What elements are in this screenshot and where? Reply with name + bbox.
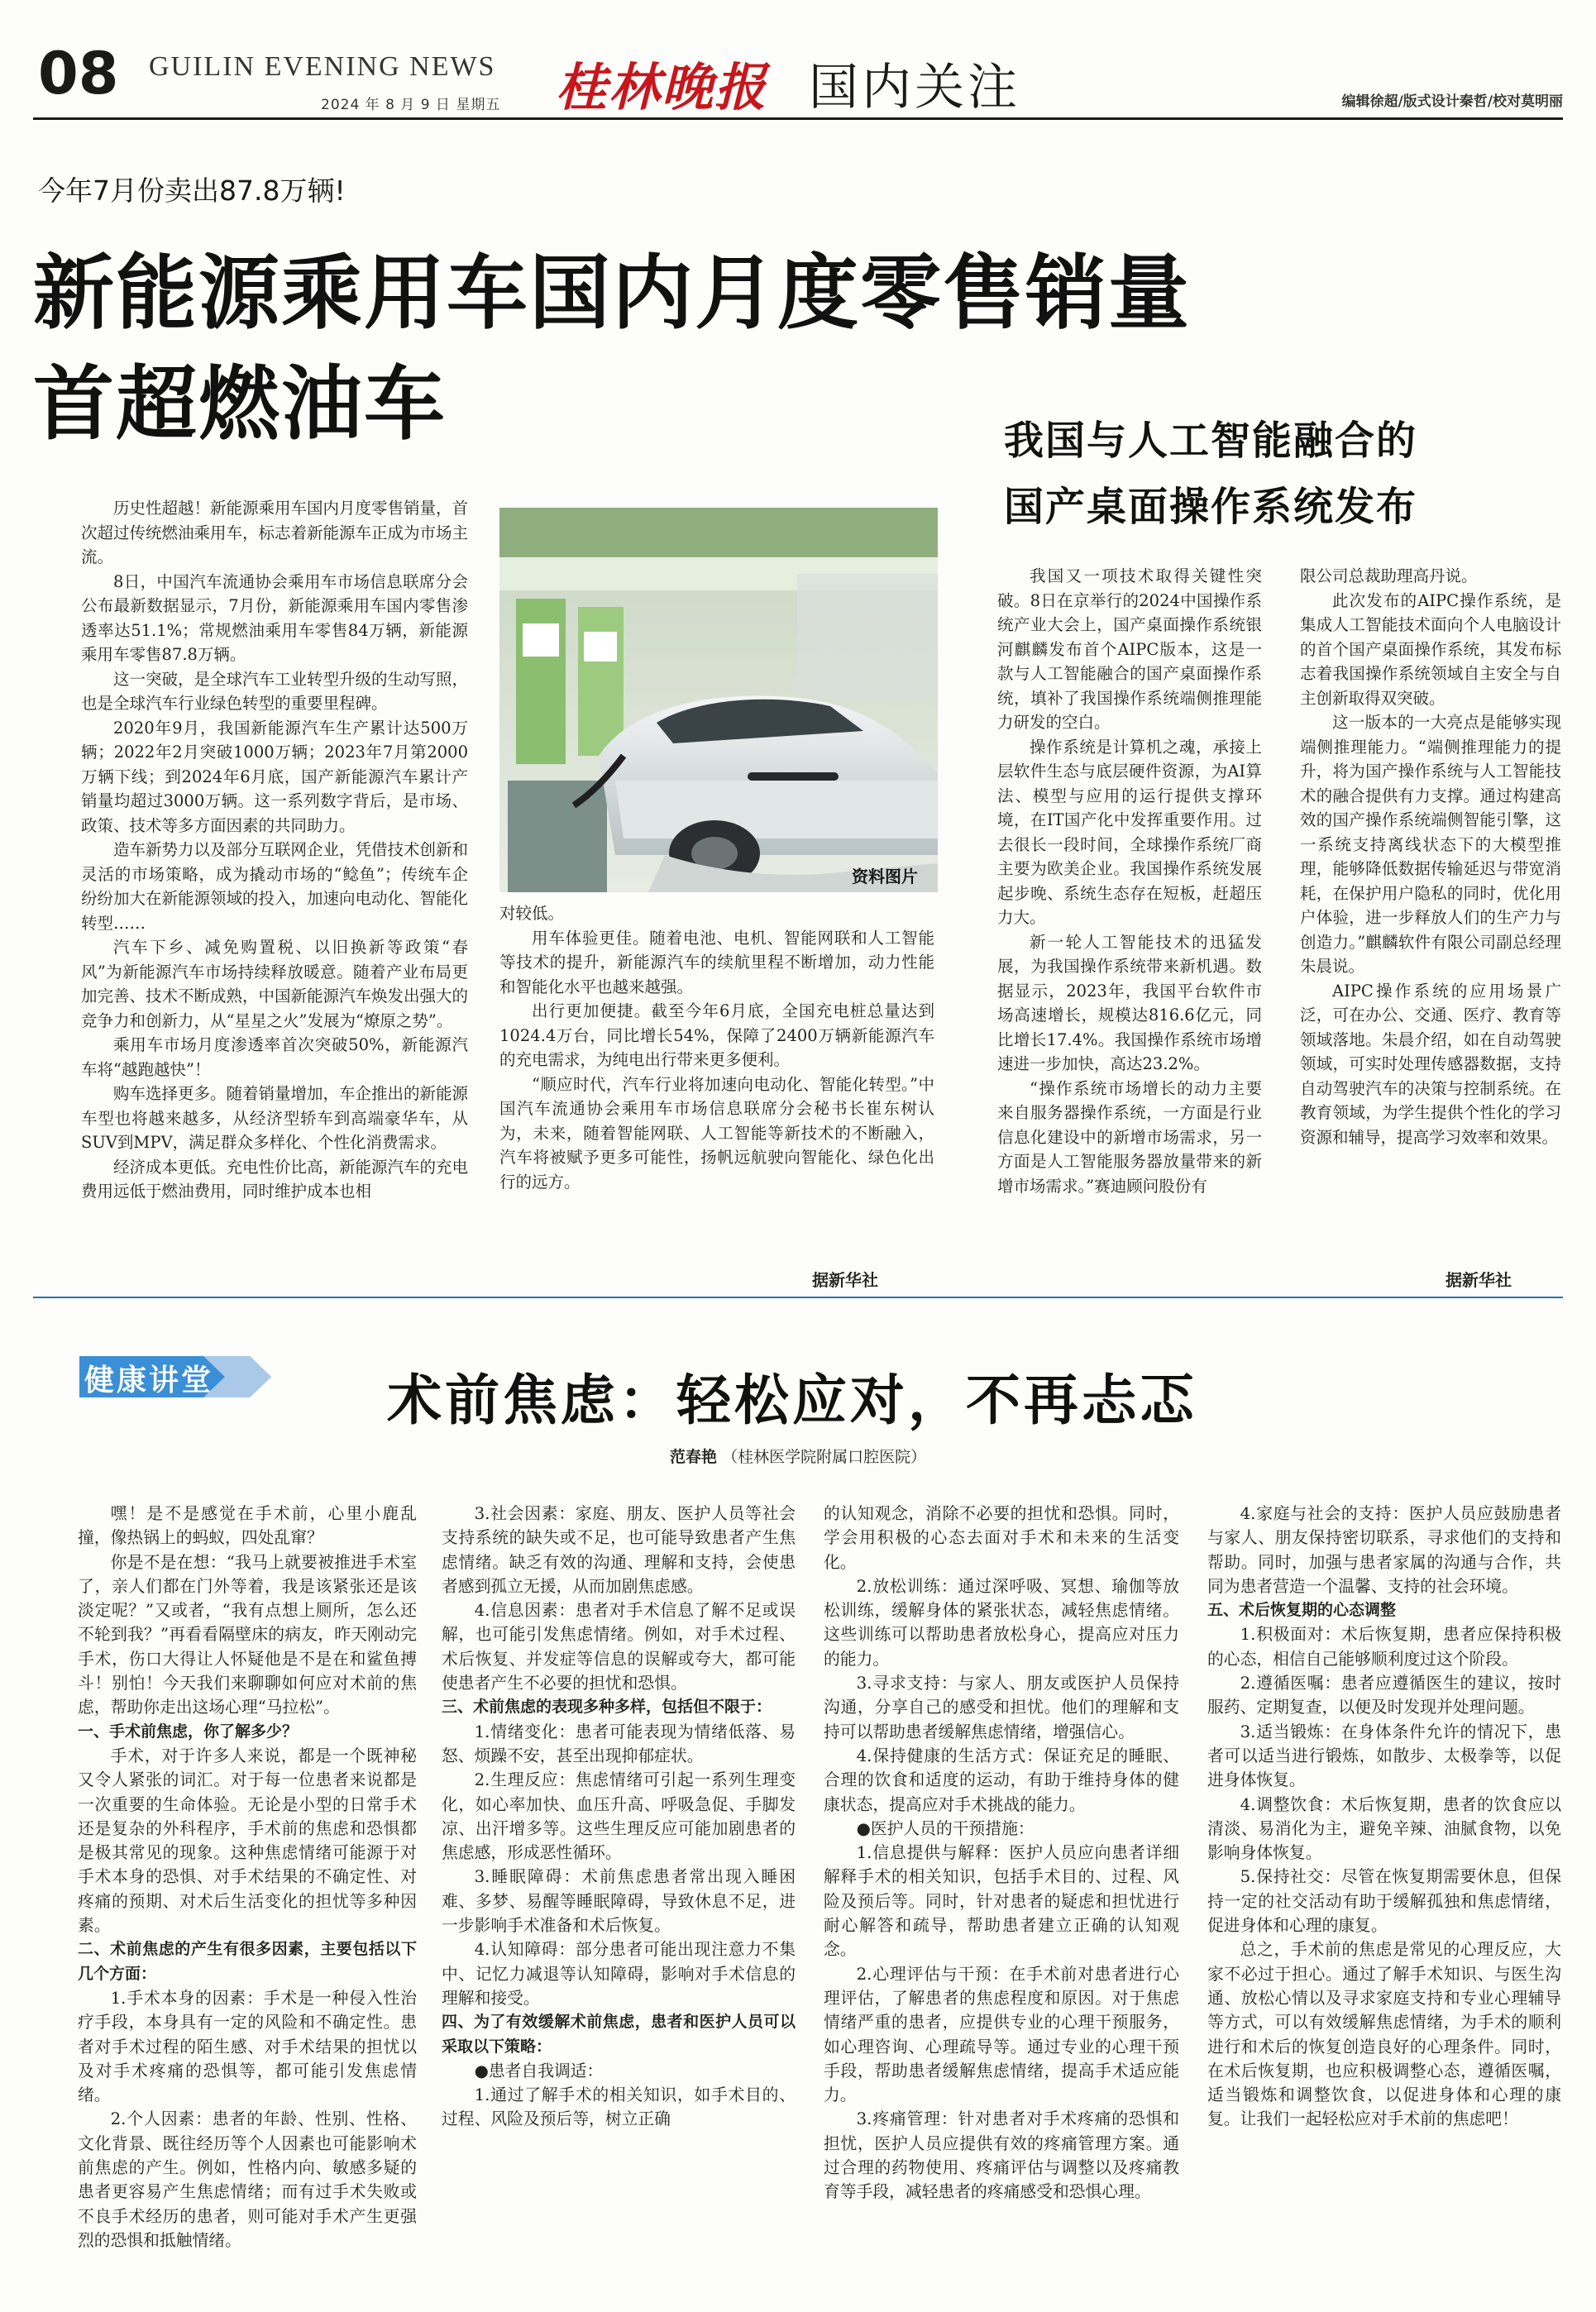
health-column-3 [824, 1502, 1179, 2205]
section-heading: 三、术前焦虑的表现多种多样，包括但不限于： [442, 1698, 772, 1717]
paragraph: 3.睡眠障碍：术前焦虑患者常出现入睡困难、多梦、易醒等睡眠障碍，导致休息不足，进一步影响手术准备和术后恢复。 [442, 1867, 796, 1936]
paragraph: “顺应时代，汽车行业将加速向电动化、智能化转型。”中国汽车流通协会乘用车市场信息联席分会秘书长崔东树认为，未来，随着智能网联、人工智能等新技术的不断融入，汽车将被赋予更多可能性，扬帆远航驶向智能化、绿色化出行的远方。 [499, 1074, 934, 1192]
paragraph: 造车新势力以及部分互联网企业，凭借技术创新和灵活的市场策略，成为撬动市场的“鲶鱼”；传统车企纷纷加大在新能源领域的投入，加速向电动化、智能化转型…… [81, 840, 469, 933]
section-heading: 四、为了有效缓解术前焦虑，患者和医护人员可以采取以下策略： [442, 2013, 796, 2056]
article2-column-1 [997, 564, 1262, 1198]
paragraph: 1.信息提供与解释：医护人员应向患者详细解释手术的相关知识，包括手术目的、过程、风险及预后等。同时，针对患者的疑虑和担忧进行耐心解答和疏导，帮助患者建立正确的认知观念。 [824, 1843, 1179, 1960]
paragraph: 2.放松训练：通过深呼吸、冥想、瑜伽等放松训练，缓解身体的紧张状态，减轻焦虑情绪。这些训练可以帮助患者放松身心，提高应对压力的能力。 [824, 1576, 1179, 1669]
paragraph: 总之，手术前的焦虑是常见的心理反应，大家不必过于担心。通过了解手术知识、与医生沟通、放松心情以及寻求家庭支持和专业心理辅导等方式，可以有效缓解焦虑情绪，为手术的顺利进行和术后的恢复创造良好的心理条件。同时，在术后恢复期，也应积极调整心态，遵循医嘱，适当锻炼和调整饮食，以促进身体和心理的康复。让我们一起轻松应对手术前的焦虑吧！ [1207, 1940, 1561, 2129]
paragraph: 对较低。 [499, 904, 565, 923]
ev-charging-photo [499, 508, 938, 892]
paragraph: ●患者自我调适： [474, 2061, 604, 2080]
article2-headline-line2: 国产桌面操作系统发布 [1004, 484, 1418, 530]
health-column-1 [78, 1502, 417, 2252]
paragraph: 1.情绪变化：患者可能表现为情绪低落、易怒、烦躁不安，甚至出现抑郁症状。 [442, 1722, 796, 1765]
paragraph: 的认知观念，消除不必要的担忧和恐惧。同时，学会用积极的心态去面对手术和未来的生活变化。 [824, 1504, 1179, 1572]
paragraph: 4.家庭与社会的支持：医护人员应鼓励患者与家人、朋友保持密切联系，寻求他们的支持和帮助。同时，加强与患者家属的沟通与合作，共同为患者营造一个温馨、支持的社会环境。 [1207, 1504, 1561, 1596]
paragraph: 4.信息因素：患者对手术信息了解不足或误解，也可能引发焦虑情绪。例如，对手术过程、术后恢复、并发症等信息的误解或夸大，都可能使患者产生不必要的担忧和恐惧。 [442, 1601, 796, 1693]
article2-headline-line1: 我国与人工智能融合的 [1004, 418, 1418, 464]
english-paper-name: GUILIN EVENING NEWS [149, 51, 496, 82]
paragraph: 1.积极面对：术后恢复期，患者应保持积极的心态，相信自己能够顺利度过这个阶段。 [1207, 1625, 1561, 1669]
ev-charging-illustration [499, 508, 938, 892]
author-name: 范春艳 [670, 1448, 718, 1466]
paragraph: 2.遵循医嘱：患者应遵循医生的建议，按时服药、定期复查，以便及时发现并处理问题。 [1207, 1674, 1561, 1717]
section-title: 国内关注 [809, 59, 1020, 117]
paragraph: 1.手术本身的因素：手术是一种侵入性治疗手段，本身具有一定的风险和不确定性。患者对手术过程的陌生感、对手术结果的担忧以及对手术疼痛的恐惧等，都可能引发焦虑情绪。 [78, 1988, 417, 2105]
paragraph: 5.保持社交：尽管在恢复期需要休息，但保持一定的社交活动有助于缓解孤独和焦虑情绪，促进身体和心理的康复。 [1207, 1867, 1561, 1936]
paragraph: 1.通过了解手术的相关知识，如手术目的、过程、风险及预后等，树立正确 [442, 2085, 796, 2129]
paragraph: 3.寻求支持：与家人、朋友或医护人员保持沟通，分享自己的感受和担忧。他们的理解和支持可以帮助患者缓解焦虑情绪，增强信心。 [824, 1674, 1179, 1741]
section-divider [33, 1297, 1563, 1298]
paragraph: 购车选择更多。随着销量增加，车企推出的新能源车型也将越来越多，从经济型轿车到高端豪华车，从SUV到MPV，满足群众多样化、个性化消费需求。 [81, 1084, 469, 1152]
article1-kicker: 今年7月份卖出87.8万辆! [38, 174, 346, 207]
paragraph: “操作系统市场增长的动力主要来自服务器操作系统，一方面是行业信息化建设中的新增市场需求，另一方面是人工智能服务器放量带来的新增市场需求。”赛迪顾问股份有 [997, 1078, 1262, 1196]
health-article-title: 术前焦虑：轻松应对，不再忐忑 [387, 1368, 1197, 1432]
paragraph: 这一版本的一大亮点是能够实现端侧推理能力。“端侧推理能力的提升，将为国产操作系统与人工智能技术的融合提供有力支撑。通过构建高效的国产操作系统端侧智能引擎，这一系统支持离线状态下的大模型推理，能够降低数据传输延迟与带宽消耗，在保护用户隐私的同时，优化用户体验，进一步释放人们的生产力与创造力。”麒麟软件有限公司副总经理朱晨说。 [1300, 713, 1561, 976]
health-byline [670, 1445, 926, 1467]
paragraph: 嘿！是不是感觉在手术前，心里小鹿乱撞，像热锅上的蚂蚁，四处乱窜？ [78, 1504, 417, 1548]
paragraph: 2.生理反应：焦虑情绪可引起一系列生理变化，如心率加快、血压升高、呼吸急促、手脚发凉、出汗增多等。这些生理反应可能加剧患者的焦虑感，形成恶性循环。 [442, 1770, 796, 1863]
paragraph: 3.适当锻炼：在身体条件允许的情况下，患者可以适当进行锻炼，如散步、太极拳等，以促进身体恢复。 [1207, 1722, 1561, 1790]
paragraph: 你是不是在想：“我马上就要被推进手术室了，亲人们都在门外等着，我是该紧张还是该淡定呢？”又或者，“我有点想上厕所，怎么还不轮到我？”再看看隔壁床的病友，昨天刚动完手术，伤口大得让人怀疑他是不是在和鲨鱼搏斗！别怕！今天我们来聊聊如何应对术前的焦虑，帮助你走出这场心理“马拉松”。 [78, 1552, 417, 1717]
paragraph: 3.社会因素：家庭、朋友、医护人员等社会支持系统的缺失或不足，也可能导致患者产生焦虑情绪。缺乏有效的沟通、理解和支持，会使患者感到孤立无援，从而加剧焦虑感。 [442, 1504, 796, 1596]
paragraph: 我国又一项技术取得关键性突破。8日在京举行的2024中国操作系统产业大会上，国产桌面操作系统银河麒麟发布首个AIPC版本，这是一款与人工智能融合的国产桌面操作系统，填补了我国操作系统端侧推理能力研发的空白。 [997, 566, 1262, 732]
paragraph: 汽车下乡、减免购置税、以旧换新等政策“春风”为新能源汽车市场持续释放暖意。随着产业布局更加完善、技术不断成熟，中国新能源汽车焕发出强大的竞争力和创新力，从“星星之火”发展为“燎原之势”。 [81, 938, 469, 1030]
section-heading: 一、手术前焦虑，你了解多少？ [78, 1722, 299, 1741]
paragraph: 经济成本更低。充电性价比高，新能源汽车的充电费用远低于燃油费用，同时维护成本也相 [81, 1157, 469, 1201]
paper-logo-text: 桂林晚报 [556, 57, 768, 117]
article1-column-2 [499, 901, 934, 1194]
article1-signature: 据新华社 [812, 1270, 878, 1290]
article1-headline-line2: 首超燃油车 [33, 357, 447, 451]
paragraph: 用车体验更佳。随着电池、电机、智能网联和人工智能等技术的提升，新能源汽车的续航里程不断增加，动力性能和智能化水平也越来越强。 [499, 928, 934, 996]
paragraph: 这一突破，是全球汽车工业转型升级的生动写照，也是全球汽车行业绿色转型的重要里程碑。 [81, 669, 469, 713]
paragraph: 新一轮人工智能技术的迅猛发展，为我国操作系统带来新机遇。数据显示，2023年，我国平台软件市场高速增长，规模达816.6亿元，同比增长17.4%。我国操作系统市场增速进一步加快，高达23.2%。 [997, 932, 1262, 1073]
author-affiliation: （桂林医学院附属口腔医院） [722, 1448, 927, 1466]
paragraph: 历史性超越！新能源乘用车国内月度零售销量，首次超过传统燃油乘用车，标志着新能源车正成为市场主流。 [81, 499, 469, 566]
paragraph: 3.疼痛管理：针对患者对手术疼痛的恐惧和担忧，医护人员应提供有效的疼痛管理方案。通过合理的药物使用、疼痛评估与调整以及疼痛教育等手段，减轻患者的疼痛感受和恐惧心理。 [824, 2109, 1179, 2202]
editor-credits: 编辑徐超/版式设计秦哲/校对莫明丽 [1341, 93, 1563, 110]
paragraph: AIPC操作系统的应用场景广泛，可在办公、交通、医疗、教育等领域落地。朱晨介绍，如在自动驾驶领域，可实时处理传感器数据，支持自动驾驶汽车的决策与控制系统。在教育领域，为学生提供个性化的学习资源和辅导，提高学习效率和效果。 [1300, 981, 1561, 1147]
masthead-rule [33, 117, 1563, 120]
paragraph: 4.调整饮食：术后恢复期，患者的饮食应以清淡、易消化为主，避免辛辣、油腻食物，以免影响身体恢复。 [1207, 1794, 1561, 1863]
paragraph: 2020年9月，我国新能源汽车生产累计达500万辆；2022年2月突破1000万辆；2023年7月第2000万辆下线；到2024年6月底，国产新能源汽车累计产销量均超过3000万辆。这一系列数字背后，是市场、政策、技术等多方面因素的共同助力。 [81, 718, 468, 835]
paragraph: ●医护人员的干预措施： [856, 1818, 1035, 1838]
paragraph: 8日，中国汽车流通协会乘用车市场信息联席分会公布最新数据显示，7月份，新能源乘用车国内零售渗透率达51.1%；常规燃油乘用车零售84万辆，新能源乘用车零售87.8万辆。 [81, 571, 468, 664]
paragraph: 2.个人因素：患者的年龄、性别、性格、文化背景、既往经历等个人因素也可能影响术前焦虑的产生。例如，性格内向、敏感多疑的患者更容易产生焦虑情绪；而有过手术失败或不良手术经历的患者，则可能对手术产生更强烈的恐惧和抵触情绪。 [78, 2109, 417, 2250]
section-heading: 五、术后恢复期的心态调整 [1207, 1601, 1397, 1620]
paragraph: 4.认知障碍：部分患者可能出现注意力不集中、记忆力减退等认知障碍，影响对手术信息的理解和接受。 [442, 1940, 796, 2008]
paragraph: 操作系统是计算机之魂，承接上层软件生态与底层硬件资源，为AI算法、模型与应用的运行提供支撑环境，在IT国产化中发挥重要作用。过去很长一段时间，全球操作系统厂商主要为欧美企业。我国操作系统发展起步晚、系统生态存在短板，赶超压力大。 [997, 737, 1262, 927]
page-number: 08 [38, 40, 119, 107]
issue-date: 2024 年 8 月 9 日 星期五 [321, 97, 501, 113]
health-column-4 [1207, 1502, 1561, 2132]
paragraph: 此次发布的AIPC操作系统，是集成人工智能技术面向个人电脑设计的首个国产桌面操作系统，其发布标志着我国操作系统领域自主安全与自主创新取得双突破。 [1300, 590, 1561, 708]
paragraph: 4.保持健康的生活方式：保证充足的睡眠、合理的饮食和适度的运动，有助于维持身体的健康状态，提高应对手术挑战的能力。 [824, 1746, 1179, 1814]
paragraph: 出行更加便捷。截至今年6月底，全国充电桩总量达到1024.4万台，同比增长54%，保障了2400万辆新能源汽车的充电需求，为纯电出行带来更多便利。 [499, 1001, 934, 1069]
photo-caption: 资料图片 [852, 867, 918, 886]
paragraph: 2.心理评估与干预：在手术前对患者进行心理评估，了解患者的焦虑程度和原因。对于焦虑情绪严重的患者，应提供专业的心理干预服务，如心理咨询、心理疏导等。通过专业的心理干预手段，帮助患者缓解焦虑情绪，提高手术适应能力。 [824, 1964, 1179, 2105]
article1-headline-line1: 新能源乘用车国内月度零售销量 [33, 246, 1192, 341]
paragraph: 乘用车市场月度渗透率首次突破50%，新能源汽车将“越跑越快”！ [81, 1035, 468, 1079]
article2-signature: 据新华社 [1445, 1270, 1512, 1290]
section-heading: 二、术前焦虑的产生有很多因素，主要包括以下几个方面： [78, 1940, 417, 1983]
paragraph: 手术，对于许多人来说，都是一个既神秘又令人紧张的词汇。对于每一位患者来说都是一次重要的生命体验。无论是小型的日常手术还是复杂的外科程序，手术前的焦虑和恐惧都是极其常见的现象。这种焦虑情绪可能源于对手术本身的恐惧、对手术结果的不确定性、对疼痛的预期、对术后生活变化的担忧等多种因素。 [78, 1746, 417, 1936]
health-column-2 [442, 1502, 796, 2132]
health-tag-label: 健康讲堂 [84, 1364, 214, 1397]
article1-column-1 [81, 496, 468, 1204]
paper-logo [556, 46, 767, 120]
paragraph: 限公司总裁助理高丹说。 [1300, 566, 1478, 585]
article2-column-2 [1300, 564, 1561, 1149]
